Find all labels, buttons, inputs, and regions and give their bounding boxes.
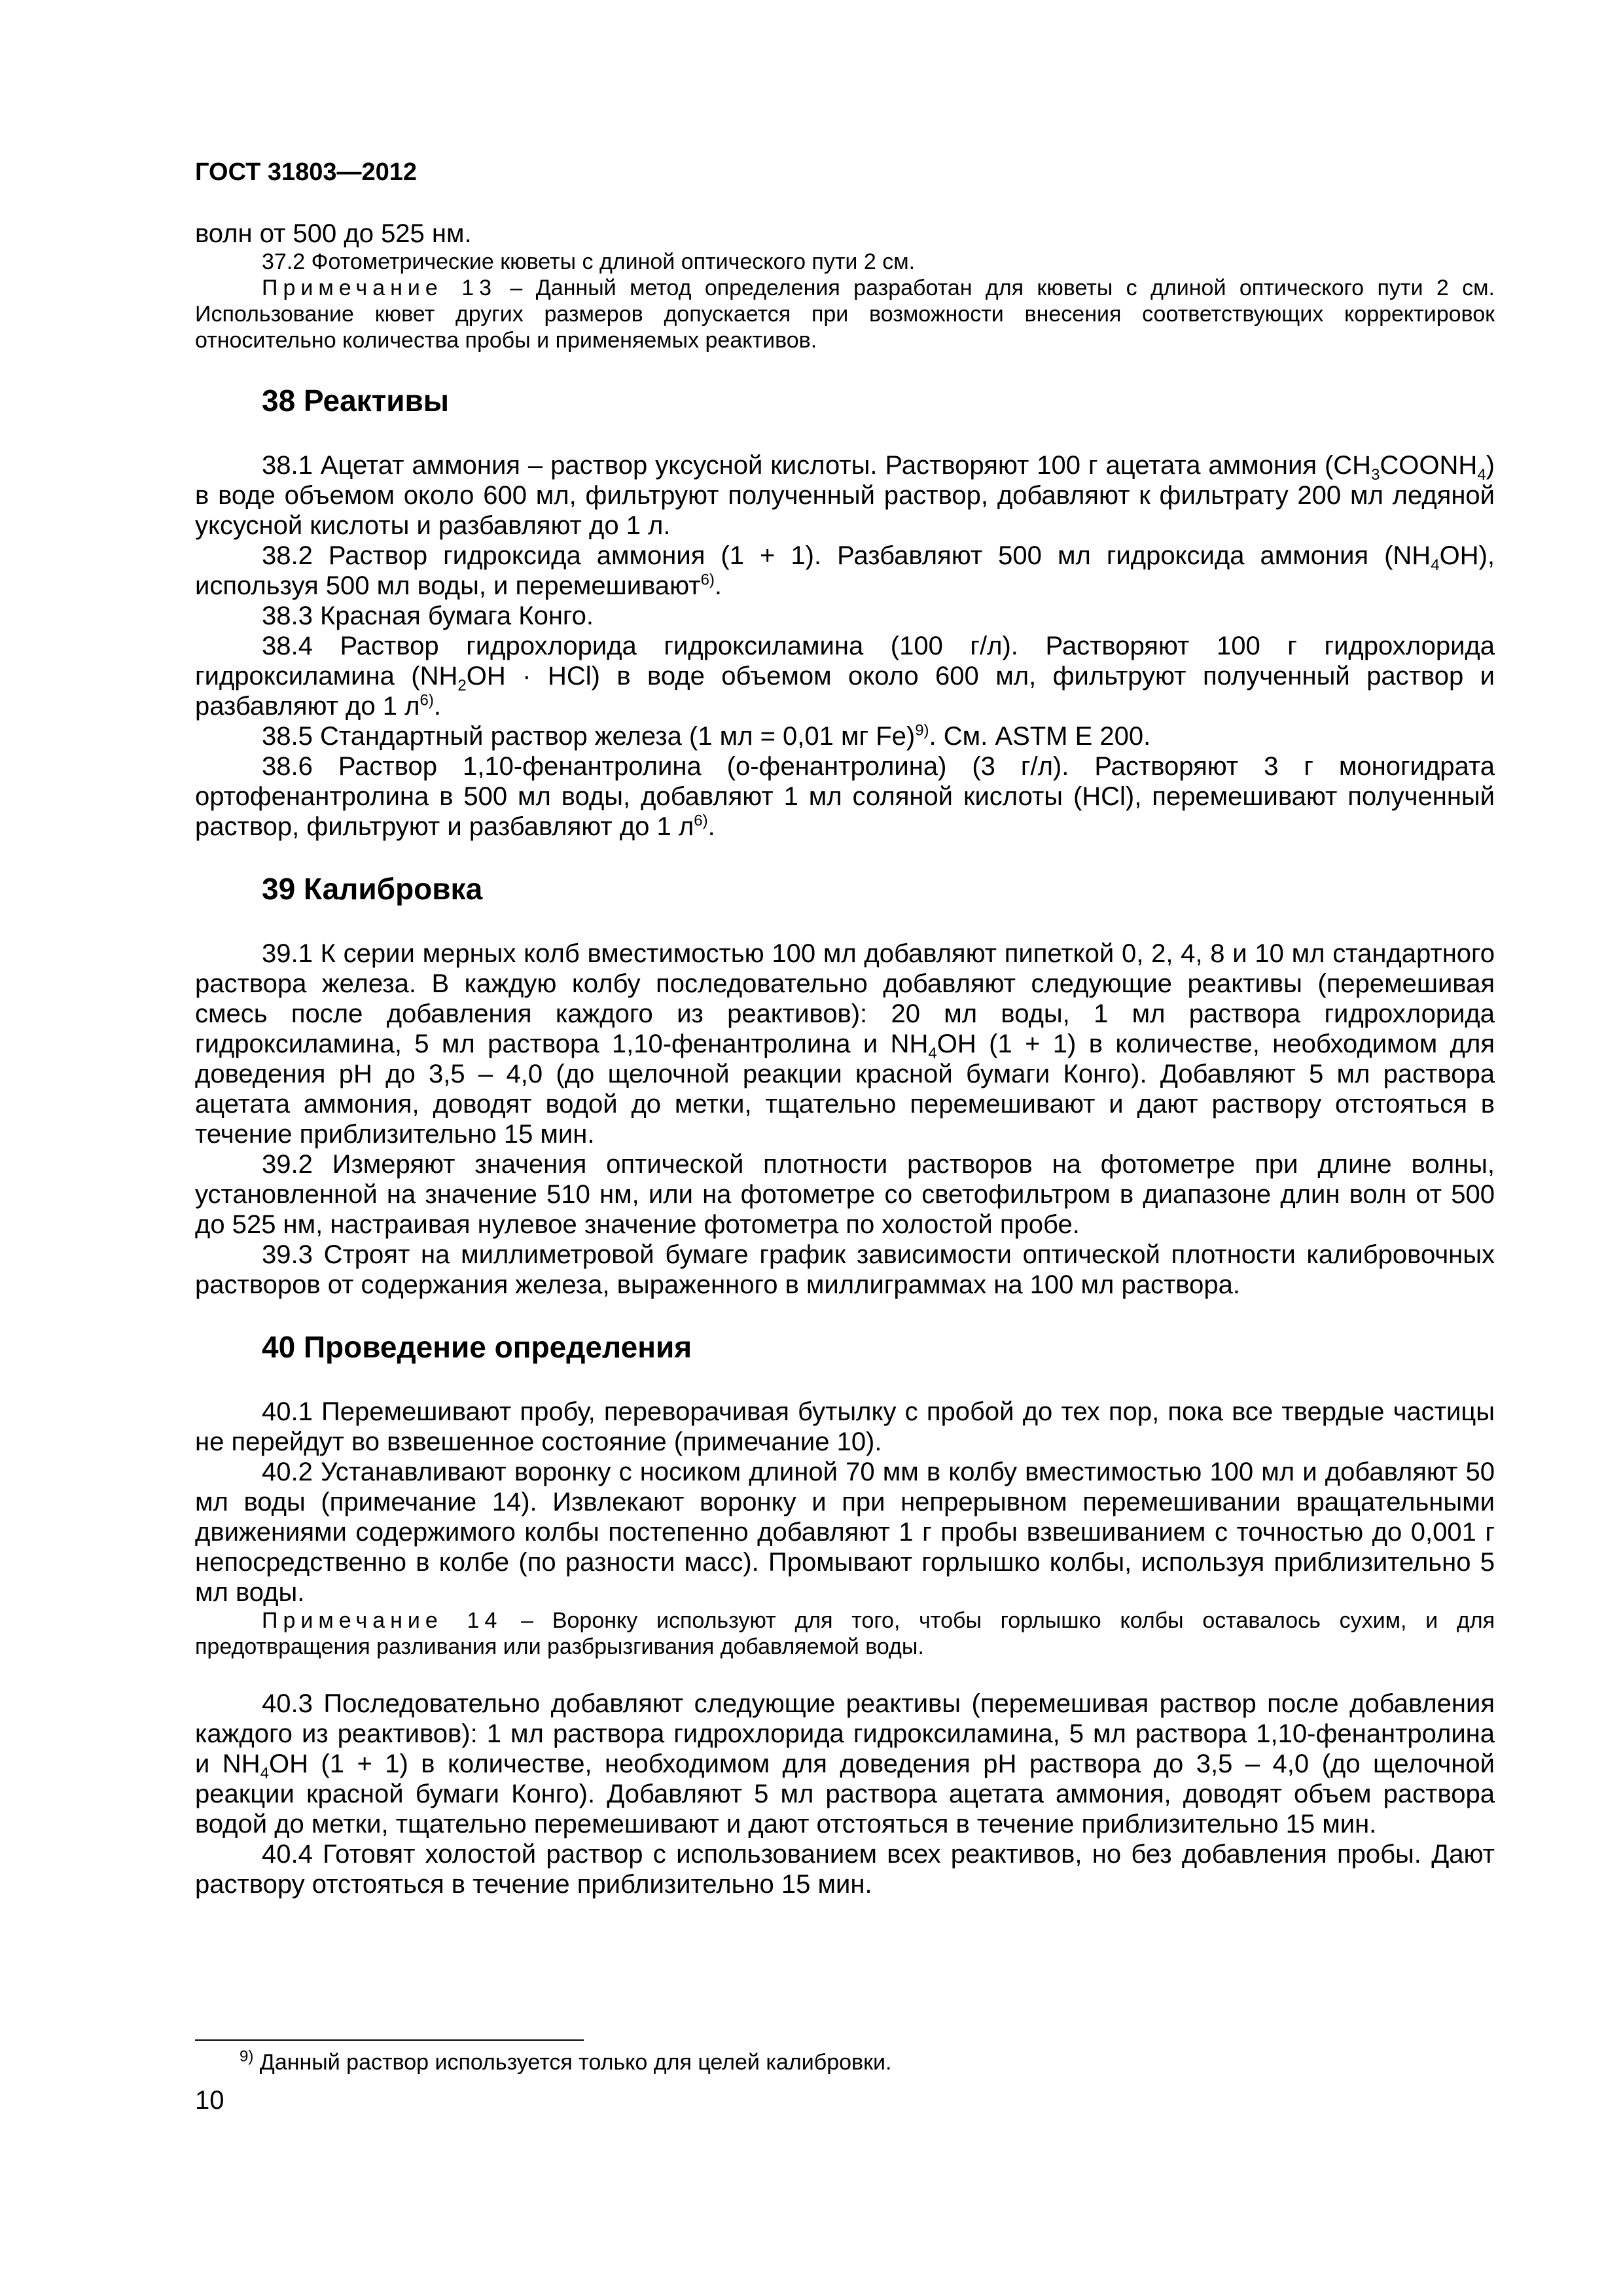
text: 39.3 Строят на миллиметровой бумаге график зависимости оптической плотности калибровочных растворов от содержания железа, выраженного в миллиграммах на 100 мл раствора. bbox=[195, 1240, 1495, 1299]
paragraph-38-6 bbox=[195, 751, 1495, 842]
subscript: 4 bbox=[1431, 556, 1440, 574]
text: 38.4 Раствор гидрохлорида гидроксиламина (100 г/л). Растворяют 100 г гидрохлорида гидроксиламина (NH bbox=[195, 632, 1495, 691]
text: 38.1 Ацетат аммония – раствор уксусной кислоты. Растворяют 100 г ацетата аммония (CH bbox=[262, 451, 1372, 480]
text: 38.3 Красная бумага Конго. bbox=[262, 601, 594, 630]
subscript: 2 bbox=[457, 677, 467, 694]
text: OH · HCl) в воде объемом около 600 мл, фильтруют полученный раствор и разбавляют до 1 л bbox=[195, 662, 1495, 721]
text: 38.6 Раствор 1,10-фенантролина (о-фенантролина) (3 г/л). Растворяют 3 г моногидрата ортофенантролина в 500 мл воды, добавляют 1 мл соляной кислоты (HCl), перемешивают полученный раствор, фильтруют и разбавляют до 1 л bbox=[195, 752, 1495, 841]
subscript: 3 bbox=[1371, 466, 1380, 484]
section-38-heading: 38 Реактивы bbox=[262, 384, 450, 418]
text: ) в воде объемом около 600 мл, фильтруют полученный раствор, добавляют к фильтрату 200 мл ледяной уксусной кислоты и разбавляют до 1 л. bbox=[195, 451, 1495, 540]
footnote-mark: 9) bbox=[240, 2047, 254, 2066]
spacer bbox=[195, 1365, 1495, 1397]
text: OH), используя 500 мл воды, и перемешивают bbox=[195, 541, 1495, 600]
document-page bbox=[195, 157, 1495, 1899]
section-40-heading: 40 Проведение определения bbox=[262, 1330, 692, 1364]
note-13-text: – Данный метод определения разработан для кюветы с длиной оптического пути 2 см. Использование кювет других размеров допускается при возможности внесения соответствующих корректировок относительно количества пробы и применяемых реактивов. bbox=[195, 276, 1495, 353]
subscript: 4 bbox=[1477, 466, 1486, 484]
note-14 bbox=[195, 1607, 1495, 1660]
text: OH (1 + 1) в количестве, необходимом для доведения pH раствора до 3,5 – 4,0 (до щелочной реакции красной бумаги Конго). Добавляют 5 мл раствора ацетата аммония, доводят объем раствора водой до метки, тщательно перемешивают и дают отстояться в течение приблизительно 15 мин. bbox=[195, 1749, 1495, 1839]
spacer bbox=[195, 353, 1495, 382]
text: 40.1 Перемешивают пробу, переворачивая бутылку с пробой до тех пор, пока все твердые частицы не перейдут во взвешенное состояние (примечание 10). bbox=[195, 1397, 1495, 1456]
footnote-separator bbox=[195, 2039, 584, 2041]
text: 40.2 Устанавливают воронку с носиком длиной 70 мм в колбу вместимостью 100 мл и добавляют 50 мл воды (примечание 14). Извлекают воронку и при непрерывном перемешивании вращательными движениями содержимого колбы постепенно добавляют 1 г пробы взвешиванием с точностью до 0,001 г непосредственно в колбе (по разности масс). Промывают горлышко колбы, используя приблизительно 5 мл воды. bbox=[195, 1458, 1495, 1607]
text: 39.1 К серии мерных колб вместимостью 100 мл добавляют пипеткой 0, 2, 4, 8 и 10 мл стандартного раствора железа. В каждую колбу последовательно добавляют следующие реактивы (перемешивая смесь после добавления каждого из реактивов): 20 мл воды, 1 мл раствора гидрохлорида гидроксиламина, 5 мл раствора 1,10-фенантролина и NH bbox=[195, 939, 1495, 1058]
standard-header: ГОСТ 31803—2012 bbox=[195, 158, 418, 186]
note-14-text: – Воронку используют для того, чтобы горлышко колбы оставалось сухим, и для предотвращения разливания или разбрызгивания добавляемой воды. bbox=[195, 1608, 1495, 1659]
text: 40.4 Готовят холостой раствор с использованием всех реактивов, но без добавления пробы. Дают раствору отстояться в течение приблизительно 15 мин. bbox=[195, 1840, 1495, 1899]
subscript: 4 bbox=[260, 1765, 269, 1782]
footnote-text: Данный раствор используется только для целей калибровки. bbox=[253, 2050, 892, 2075]
paragraph-40-1 bbox=[195, 1397, 1495, 1457]
text: COONH bbox=[1380, 451, 1478, 480]
subscript: 4 bbox=[928, 1045, 937, 1062]
footnote-ref: 9) bbox=[915, 721, 929, 740]
paragraph-39-2 bbox=[195, 1149, 1495, 1240]
note-13 bbox=[195, 275, 1495, 353]
paragraph-38-3 bbox=[195, 601, 1495, 631]
section-39-heading: 39 Калибровка bbox=[262, 872, 483, 906]
footnote-ref: 6) bbox=[419, 691, 434, 709]
paragraph-38-1 bbox=[195, 450, 1495, 541]
paragraph-40-2 bbox=[195, 1457, 1495, 1607]
text: . bbox=[433, 692, 441, 721]
footnote bbox=[240, 2049, 891, 2076]
text: . См. ASTM E 200. bbox=[929, 722, 1151, 751]
paragraph-38-2 bbox=[195, 541, 1495, 601]
spacer bbox=[195, 419, 1495, 450]
paragraph-37-2 bbox=[195, 249, 1495, 275]
text: . bbox=[714, 571, 722, 600]
paragraph-38-4 bbox=[195, 631, 1495, 721]
paragraph-40-3 bbox=[195, 1689, 1495, 1839]
paragraph-wave-continuation bbox=[195, 219, 1495, 249]
page-number: 10 bbox=[195, 2086, 224, 2115]
spacer bbox=[195, 1300, 1495, 1329]
spacer bbox=[195, 907, 1495, 939]
paragraph-38-5 bbox=[195, 721, 1495, 751]
paragraph-39-1 bbox=[195, 939, 1495, 1149]
footnote-ref: 6) bbox=[700, 571, 715, 589]
note-13-label: Примечание 13 bbox=[262, 276, 497, 300]
text: 40.3 Последовательно добавляют следующие реактивы (перемешивая раствор после добавления каждого из реактивов): 1 мл раствора гидрохлорида гидроксиламина, 5 мл раствора 1,10-фенантролина и NH bbox=[195, 1689, 1495, 1778]
text: волн от 500 до 525 нм. bbox=[195, 219, 472, 248]
text: 38.5 Стандартный раствор железа (1 мл = 0,01 мг Fe) bbox=[262, 722, 916, 751]
text: 39.2 Измеряют значения оптической плотности растворов на фотометре при длине волны, установленной на значение 510 нм, или на фотометре со светофильтром в диапазоне длин волн от 500 до 525 нм, настраивая нулевое значение фотометра по холостой пробе. bbox=[195, 1150, 1495, 1239]
spacer bbox=[195, 842, 1495, 870]
paragraph-40-4 bbox=[195, 1839, 1495, 1899]
note-14-label: Примечание 14 bbox=[262, 1608, 503, 1633]
text: 37.2 Фотометрические кюветы с длиной оптического пути 2 см. bbox=[262, 249, 916, 274]
text: . bbox=[707, 812, 715, 841]
text: OH (1 + 1) в количестве, необходимом для доведения pH до 3,5 – 4,0 (до щелочной реакции красной бумаги Конго). Добавляют 5 мл раствора ацетата аммония, доводят водой до метки, тщательно перемешивают и дают раствору отстояться в течение приблизительно 15 мин. bbox=[195, 1030, 1495, 1149]
text: 38.2 Раствор гидроксида аммония (1 + 1). Разбавляют 500 мл гидроксида аммония (NH bbox=[262, 541, 1431, 570]
footnote-ref: 6) bbox=[694, 812, 708, 830]
paragraph-39-3 bbox=[195, 1240, 1495, 1300]
spacer bbox=[195, 1660, 1495, 1689]
